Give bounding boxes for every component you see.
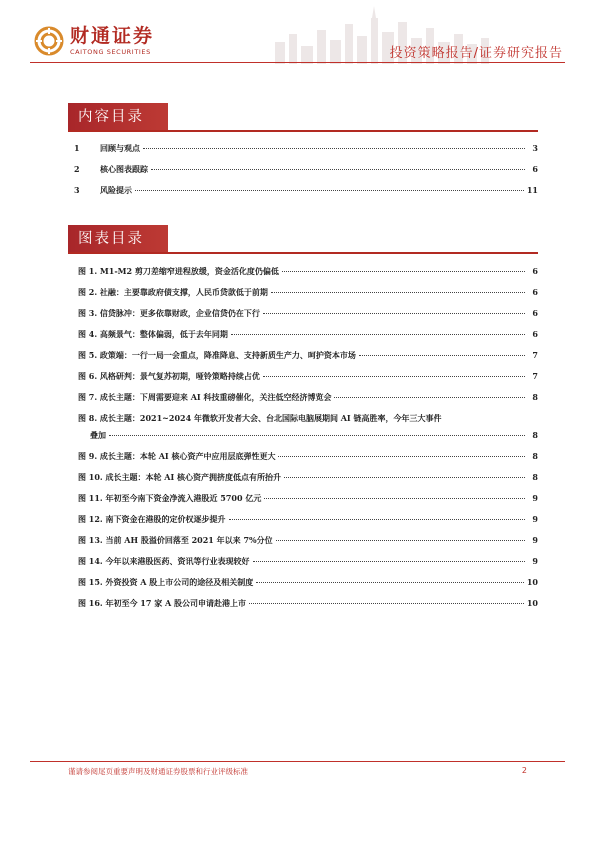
leader-dots — [359, 355, 525, 356]
figure-entry[interactable] — [78, 369, 538, 383]
header-divider — [30, 62, 565, 63]
figure-entry-page: 6 — [532, 329, 538, 339]
figure-list-title: 图表目录 — [68, 225, 168, 253]
toc-entry-text: 回顾与观点 — [100, 143, 140, 153]
figure-entry[interactable] — [78, 533, 538, 547]
figure-entry[interactable] — [78, 449, 538, 463]
toc-entry-number: 2 — [74, 164, 80, 174]
figure-entry-text: 图 5. 政策端：一行一局一会重点，降准降息、支持新质生产力、呵护资本市场 — [78, 350, 356, 360]
toc-heading — [68, 103, 538, 131]
figure-entry-page: 8 — [532, 430, 538, 440]
figure-entry-text: 图 9. 成长主题：本轮 AI 核心资产中应用层底弹性更大 — [78, 451, 276, 461]
toc-entry[interactable] — [68, 162, 538, 176]
figure-entry-text: 图 11. 年初至今南下资金净流入港股近 5700 亿元 — [78, 493, 262, 503]
leader-dots — [256, 582, 524, 583]
figure-entry[interactable] — [78, 491, 538, 505]
figure-entry-text: 图 4. 高频景气：整体偏弱，低于去年同期 — [78, 329, 228, 339]
leader-dots — [271, 292, 525, 293]
leader-dots — [109, 435, 525, 436]
figure-entry-text: 图 3. 信贷脉冲：更多依靠财政，企业信贷仍在下行 — [78, 308, 260, 318]
leader-dots — [143, 148, 525, 149]
leader-dots — [263, 313, 525, 314]
caitong-logo-icon — [34, 26, 64, 56]
figure-entry-text: 图 7. 成长主题：下周需要迎来 AI 科技重磅催化，关注低空经济博览会 — [78, 392, 332, 402]
leader-dots — [334, 397, 525, 398]
figure-entry-continuation[interactable] — [90, 428, 538, 442]
leader-dots — [249, 603, 524, 604]
toc-entry-page: 3 — [532, 143, 538, 153]
toc-entry-text: 核心图表跟踪 — [100, 164, 148, 174]
figure-list-heading — [68, 225, 538, 253]
figure-list-heading-rule — [68, 252, 538, 254]
figure-entry-page: 7 — [532, 350, 538, 360]
page-number: 2 — [521, 766, 527, 775]
toc-title: 内容目录 — [68, 103, 168, 131]
figure-entry-page: 6 — [532, 266, 538, 276]
figure-entry[interactable] — [78, 411, 538, 425]
figure-entry-text: 图 16. 年初至今 17 家 A 股公司申请赴港上市 — [78, 598, 246, 608]
leader-dots — [231, 334, 525, 335]
figure-entry-text: 叠加 — [90, 430, 106, 440]
figure-entry[interactable] — [78, 470, 538, 484]
leader-dots — [264, 498, 525, 499]
report-type-label: 投资策略报告/证券研究报告 — [389, 46, 563, 61]
figure-entry[interactable] — [78, 390, 538, 404]
figure-entry-page: 10 — [526, 577, 538, 587]
toc-entry-number: 3 — [74, 185, 80, 195]
figure-entry-text: 图 10. 成长主题：本轮 AI 核心资产拥挤度低点有所抬升 — [78, 472, 282, 482]
figure-entry-text: 图 13. 当前 AH 股溢价回落至 2021 年以来 7%分位 — [78, 535, 273, 545]
figure-entry-page: 6 — [532, 308, 538, 318]
figure-entry-page: 8 — [532, 392, 538, 402]
toc-entry[interactable] — [68, 141, 538, 155]
footer-disclaimer: 谨请参阅尾页重要声明及财通证券股票和行业评级标准 — [68, 767, 248, 776]
figure-entry[interactable] — [78, 512, 538, 526]
figure-entry[interactable] — [78, 554, 538, 568]
figure-entry-text: 图 8. 成长主题：2021~2024 年微软开发者大会、台北国际电脑展期间 AI 链高胜率，今年三大事件 — [78, 413, 442, 423]
figure-entry-text: 图 15. 外资投资 A 股上市公司的途径及相关制度 — [78, 577, 254, 587]
leader-dots — [278, 456, 525, 457]
figure-entry-text: 图 14. 今年以来港股医药、资讯等行业表现较好 — [78, 556, 250, 566]
figure-entry[interactable] — [78, 348, 538, 362]
toc-entry-text: 风险提示 — [100, 185, 132, 195]
leader-dots — [263, 376, 525, 377]
toc-entry-page: 6 — [532, 164, 538, 174]
toc-entry-page: 11 — [526, 185, 538, 195]
figure-entry-page: 8 — [532, 472, 538, 482]
toc-heading-rule — [68, 130, 538, 132]
figure-entry[interactable] — [78, 575, 538, 589]
figure-entry[interactable] — [78, 306, 538, 320]
leader-dots — [151, 169, 525, 170]
leader-dots — [282, 271, 525, 272]
figure-entry-text: 图 2. 社融：主要靠政府债支撑，人民币贷款低于前期 — [78, 287, 268, 297]
leader-dots — [253, 561, 526, 562]
figure-entry-page: 10 — [526, 598, 538, 608]
figure-entry-page: 9 — [532, 556, 538, 566]
figure-entry[interactable] — [78, 327, 538, 341]
figure-entry-text: 图 6. 风格研判：景气复苏初期，哑铃策略持续占优 — [78, 371, 260, 381]
figure-entry-page: 9 — [532, 535, 538, 545]
leader-dots — [135, 190, 524, 191]
figure-entry-page: 7 — [532, 371, 538, 381]
logo-english-name: CAITONG SECURITIES — [70, 48, 151, 56]
figure-entry-page: 9 — [532, 514, 538, 524]
figure-entry-text: 图 12. 南下资金在港股的定价权逐步提升 — [78, 514, 226, 524]
toc-entry[interactable] — [68, 183, 538, 197]
leader-dots — [276, 540, 525, 541]
figure-entry-text: 图 1. M1-M2 剪刀差缩窄进程放缓，资金活化度仍偏低 — [78, 266, 279, 276]
figure-entry[interactable] — [78, 285, 538, 299]
figure-entry-page: 9 — [532, 493, 538, 503]
toc-entry-number: 1 — [74, 143, 80, 153]
figure-entry-page: 6 — [532, 287, 538, 297]
figure-entry[interactable] — [78, 596, 538, 610]
figure-entry-page: 8 — [532, 451, 538, 461]
leader-dots — [284, 477, 525, 478]
figure-entry[interactable] — [78, 264, 538, 278]
leader-dots — [229, 519, 526, 520]
page-header — [0, 0, 595, 70]
company-logo — [34, 26, 154, 56]
logo-chinese-name: 财通证券 — [70, 25, 155, 47]
footer-divider — [30, 761, 565, 762]
